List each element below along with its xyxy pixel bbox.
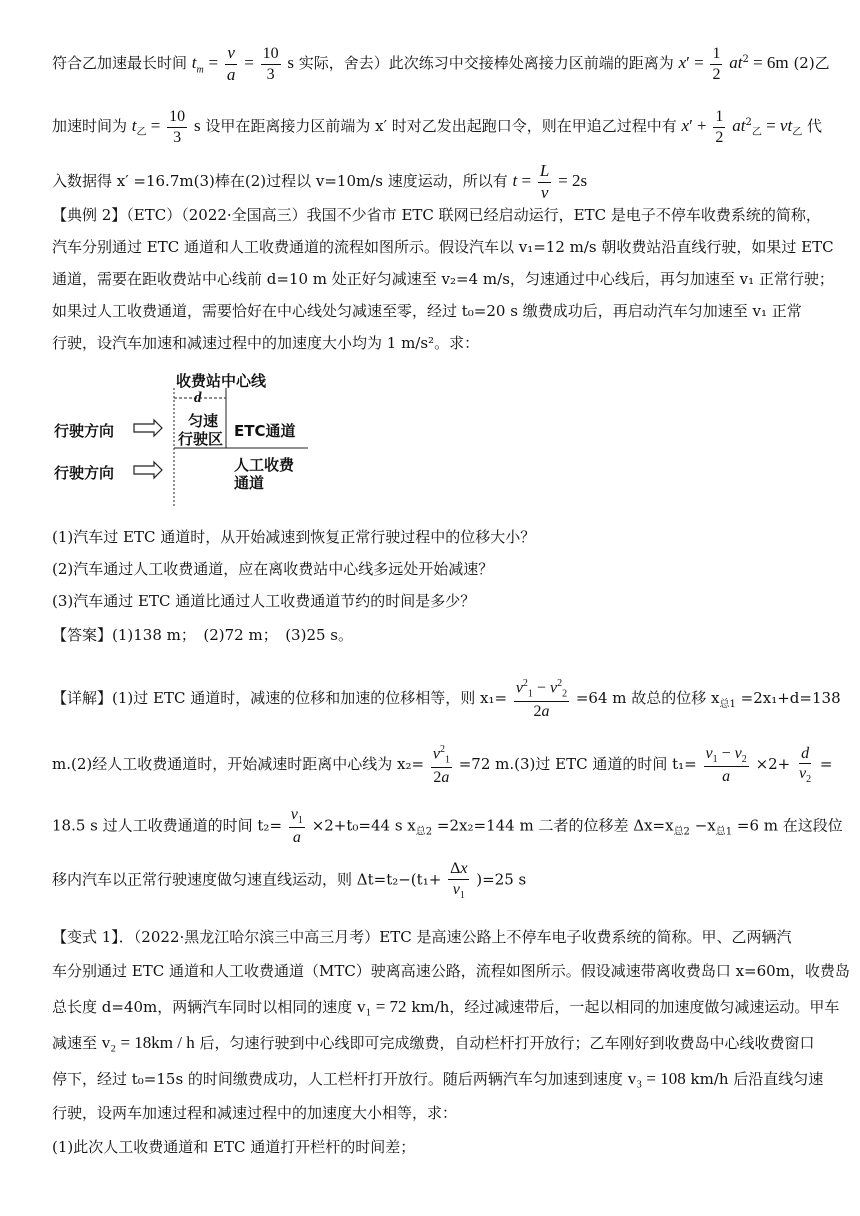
subscript: 总2 bbox=[415, 826, 433, 838]
variant1-line-6: 行驶，设两车加速过程和减速过程中的加速度大小相等，求： bbox=[52, 1104, 458, 1122]
question-3: (3)汽车通过 ETC 通道比通过人工收费通道节约的时间是多少？ bbox=[52, 592, 476, 610]
text: 代 bbox=[806, 117, 822, 136]
subscript: 总2 bbox=[673, 826, 690, 838]
example2-line-5: 行驶，设汽车加速和减速过程中的加速度大小均为 1 m/s²。求： bbox=[52, 334, 480, 352]
d-label: d bbox=[194, 390, 202, 406]
frac-10-3: $\frac{10}{3}$ bbox=[262, 45, 279, 83]
toll-station-diagram bbox=[50, 368, 310, 508]
text: 实际，舍去）此次练习中交接棒处离接力区前端的距离为 bbox=[298, 54, 674, 73]
detail-line-3: 18.5 s 过人工收费通道的时间 t₂= $\frac{v_1}{a}$ ×2+t₀=44 s $x_{总2} =2x_2=144$ m 二者的位移差 $\Delta x=x_{总2} -x_{总1} =6$ m 在这段位 bbox=[52, 806, 843, 847]
text: 减速至 bbox=[52, 1034, 98, 1052]
variant1-line-5 bbox=[52, 1069, 824, 1088]
text: 加速时间为 bbox=[52, 117, 128, 136]
example2-line-4: 如果过人工收费通道，需要恰好在中心线处匀减速至零，经过 t₀=20 s 缴费成功后，再启动汽车匀加速至 v₁ 正常 bbox=[52, 302, 802, 320]
detail-line-2: m.(2)经人工收费通道时，开始减速时距离中心线为 x₂= $\frac{v^2_1}{2a}$ =72 m.(3)过 ETC 通道的时间 t₁= $\frac{v_1 - v_2}{a}$ ×2+ $\frac{d}{v_2}$ = bbox=[52, 744, 833, 786]
question-2: (2)汽车通过人工收费通道，应在离收费站中心线多远处开始减速？ bbox=[52, 560, 494, 578]
example2-line-1: 【典例 2】（ETC）（2022·全国高三）我国不少省市 ETC 联网已经启动运行，ETC 是电子不停车收费系统的简称， bbox=[52, 206, 821, 224]
arrow-right-icon bbox=[134, 420, 162, 436]
example2-line-3: 通道，需要在距收费站中心线前 d=10 m 处正好匀减速至 v₂=4 m/s，匀速通过中心线后，再匀加速至 v₁ 正常行驶； bbox=[52, 270, 834, 288]
direction-label-etc: 行驶方向 bbox=[54, 422, 115, 440]
text: =2x₂=144 m 二者的位移差 Δx=x bbox=[436, 816, 674, 835]
text: 移内汽车以正常行驶速度做匀速直线运动，则 Δt=t₂−(t₁+ bbox=[52, 870, 442, 889]
frac-v-a: $\frac{v}{a}$ bbox=[226, 43, 236, 84]
text: 入数据得 x′ =16.7m(3)棒在(2)过程以 v=10m/s 速度运动，所以有 bbox=[52, 172, 508, 191]
variant1-line-3 bbox=[52, 997, 840, 1016]
direction-label-manual: 行驶方向 bbox=[54, 464, 115, 482]
variant1-line-1: 【变式 1】．（2022·黑龙江哈尔滨三中高三月考）ETC 是高速公路上不停车电子收费系统的简称。甲、乙两辆汽 bbox=[52, 928, 792, 946]
detail-line-1: 【详解】(1)过 ETC 通道时，减速的位移和加速的位移相等，则 x₁= $\frac{v^2_1 - v^2_2}{2a}$ =64 m 故总的位移 $x_{总1} =2x_1+d=138$ bbox=[52, 678, 841, 720]
text: 符合乙加速最长时间 bbox=[52, 54, 188, 73]
text: =2x₁+d=138 bbox=[740, 689, 841, 708]
text: = bbox=[819, 755, 833, 774]
detail-line-4: 移内汽车以正常行驶速度做匀速直线运动，则 Δt=t₂−(t₁+ $\frac{\Delta x}{v_1}$ )=25 s bbox=[52, 860, 527, 901]
center-line-label: 收费站中心线 bbox=[176, 372, 267, 390]
intro-line-3: 入数据得 x′ =16.7m(3)棒在(2)过程以 v=10m/s 速度运动，所以有 t = $\frac{L}{v}$ = 2s bbox=[52, 161, 588, 202]
etc-lane-label: ETC通道 bbox=[234, 422, 296, 440]
example2-line-2: 汽车分别通过 ETC 通道和人工收费通道的流程如图所示。假设汽车以 v₁=12 m/s 朝收费站沿直线行驶，如果过 ETC bbox=[52, 238, 834, 256]
text: =6 m 在这段位 bbox=[736, 816, 843, 835]
text: 【详解】(1)过 ETC 通道时，减速的位移和加速的位移相等，则 x₁= bbox=[52, 689, 508, 708]
manual-lane-label-2: 通道 bbox=[234, 474, 265, 492]
text: )=25 s bbox=[476, 870, 527, 889]
variant1-line-2: 车分别通过 ETC 通道和人工收费通道（MTC）驶离高速公路，流程如图所示。假设减速带离收费岛口 x=60m，收费岛 bbox=[52, 962, 850, 980]
text: km/h，经过减速带后，一起以相同的加速度做匀减速运动。甲车 bbox=[411, 998, 840, 1016]
text: 总长度 d=40m，两辆汽车同时以相同的速度 bbox=[52, 998, 353, 1016]
text: −x bbox=[694, 816, 716, 835]
manual-lane-label-1: 人工收费 bbox=[234, 456, 295, 474]
v1-value: v₁ = 72 bbox=[357, 997, 407, 1016]
text: 停下，经过 t₀=15s 的时间缴费成功，人工栏杆打开放行。随后两辆汽车匀加速到速度 bbox=[52, 1070, 623, 1088]
text: =64 m 故总的位移 x bbox=[575, 689, 720, 708]
text: 后，匀速行驶到中心线即可完成缴费，自动栏杆打开放行；乙车刚好到收费岛中心线收费窗口 bbox=[199, 1034, 815, 1052]
intro-line-2: 加速时间为 $t_乙$ = $\frac{10}{3}$ s 设甲在距离接力区前端为 x′ 时对乙发出起跑口令，则在甲追乙过程中有 x′ + $\frac{1}{2}$ $at^2_乙 = vt_乙$ 代 bbox=[52, 108, 822, 146]
subscript: 总1 bbox=[719, 699, 736, 711]
formula-tm: $t_m$ bbox=[191, 53, 204, 76]
text: m.(2)经人工收费通道时，开始减速时距离中心线为 x₂= bbox=[52, 755, 425, 774]
text: km/h 后沿直线匀速 bbox=[690, 1070, 824, 1088]
arrow-right-icon bbox=[134, 462, 162, 478]
intro-line-1: 符合乙加速最长时间 $t_m$ = $\frac{v}{a}$ = $\frac{10}{3}$ s 实际，舍去）此次练习中交接棒处离接力区前端的距离为 x′ = $\frac{1}{2}$ $at^2 = 6m$ (2)乙 bbox=[52, 43, 830, 84]
text: =72 m.(3)过 ETC 通道的时间 t₁= bbox=[458, 755, 697, 774]
text: ×2+t₀=44 s x bbox=[311, 816, 416, 835]
text: ×2+ bbox=[755, 755, 791, 774]
answer-line: 【答案】(1)138 m； (2)72 m； (3)25 s。 bbox=[52, 626, 353, 644]
zone-label-1: 匀速 bbox=[188, 412, 219, 430]
text: 设甲在距离接力区前端为 x′ 时对乙发出起跑口令，则在甲追乙过程中有 bbox=[205, 117, 677, 136]
v2-value: v₂ = 18km / h bbox=[101, 1033, 195, 1052]
subscript: 总1 bbox=[715, 826, 733, 838]
text: (2)乙 bbox=[793, 54, 830, 73]
variant1-line-7: (1)此次人工收费通道和 ETC 通道打开栏杆的时间差； bbox=[52, 1138, 416, 1156]
v3-value: v₃ = 108 bbox=[627, 1069, 686, 1088]
zone-label-2: 行驶区 bbox=[178, 430, 224, 448]
variant1-line-4 bbox=[52, 1034, 816, 1051]
question-1: (1)汽车过 ETC 通道时，从开始减速到恢复正常行驶过程中的位移大小？ bbox=[52, 528, 536, 546]
text: 18.5 s 过人工收费通道的时间 t₂= bbox=[52, 816, 283, 835]
